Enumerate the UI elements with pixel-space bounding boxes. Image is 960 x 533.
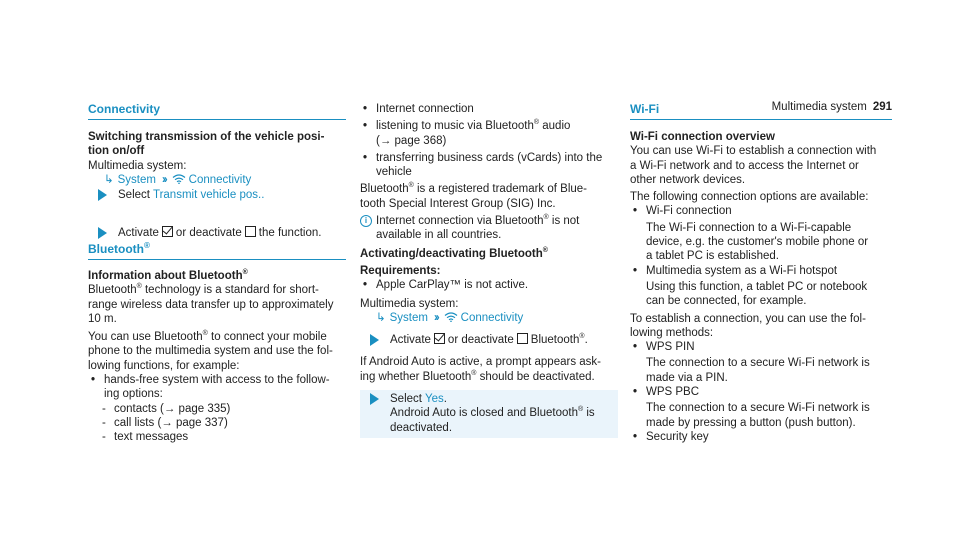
checkbox-checked-icon xyxy=(162,226,173,237)
bluetooth-info-heading: Information about Bluetooth® xyxy=(88,269,248,282)
hook-arrow-icon: ↳ xyxy=(104,173,114,186)
bluetooth-info-block: Information about Bluetooth® Bluetooth® technology is a standard for short- range wireless data transfer up to approximately 10 m. You can use Bluetooth® to connect your mobile phone to the multimedia system and use the fol- lowing functions, for example: • hands-free system with access to the follow- ing options: - contacts (→ page 335) - call lists (→ page 337) - text messages xyxy=(88,269,346,445)
step-arrow-icon xyxy=(98,189,107,201)
list-item: • Apple CarPlay™ is not active. xyxy=(360,278,618,292)
nav-system[interactable]: System xyxy=(389,311,428,324)
ms-label: Multimedia system: xyxy=(88,159,187,172)
nav-system[interactable]: System xyxy=(117,173,156,186)
list-item: • Internet connection xyxy=(360,102,618,116)
step-activate: Activate or deactivate the function. xyxy=(88,226,346,240)
bluetooth-functions-list xyxy=(360,102,618,438)
list-item: - contacts (→ page 335) xyxy=(88,402,346,416)
step-arrow-icon xyxy=(370,334,379,346)
list-item: • hands-free system with access to the follow- ing options: xyxy=(88,373,346,402)
list-item: - call lists (→ page 337) xyxy=(88,416,346,430)
page-number: 291 xyxy=(872,101,892,113)
list-item: • WPS PBC xyxy=(630,385,892,399)
list-item: - text messages xyxy=(88,430,346,444)
info-icon: i xyxy=(360,215,372,227)
list-item: • Security key xyxy=(630,430,892,444)
wifi-block: Wi-Fi connection overview You can use Wi-Fi to establish a connection with a Wi-Fi network and to access the Internet or other network devices. The following connection options are available: • Wi-Fi connection The Wi-Fi connection to a Wi-Fi-capable device, e.g. the customer's mobile phone or a tablet PC is established. • Multimedia system as a Wi-Fi hotspot Using this function, a tablet PC or notebook can be connected, for example. To establish a connection, you can use the fol- lowing methods: • WPS PIN The connection to a secure Wi-Fi network is made via a PIN. • WPS PBC The connection to a secure Wi-Fi network is made by pressing a button (push button). • Security key xyxy=(630,130,892,444)
checkbox-empty-icon xyxy=(245,226,256,237)
step-arrow-icon xyxy=(98,227,107,239)
checkbox-empty-icon xyxy=(517,333,528,344)
list-item: • listening to music via Bluetooth® audio (→ page 368) xyxy=(360,119,618,148)
section-title-wifi: Wi-Fi xyxy=(630,102,892,120)
ms-label: Multimedia system: xyxy=(360,297,459,310)
requirements-label: Requirements: xyxy=(360,264,441,277)
step-activate-bluetooth: Activate or deactivate Bluetooth®. xyxy=(360,333,618,347)
yes-link[interactable]: Yes xyxy=(424,393,444,406)
android-auto-text: If Android Auto is active, a prompt appears ask- ing whether Bluetooth® should be deactivated. xyxy=(360,356,601,383)
nav-connectivity[interactable]: Connectivity xyxy=(188,173,252,186)
list-item: • Wi-Fi connection xyxy=(630,204,892,218)
wifi-icon xyxy=(444,312,458,322)
section-title-bluetooth: Bluetooth® xyxy=(88,242,346,260)
step-arrow-icon xyxy=(370,393,379,405)
step-select-transmit: Select Transmit vehicle pos.. xyxy=(88,188,346,202)
hook-arrow-icon: ↳ xyxy=(376,311,386,324)
connectivity-subheading: Switching transmission of the vehicle posi- tion on/off xyxy=(88,131,325,158)
double-chevron-icon: ›› xyxy=(433,311,438,324)
wifi-overview-heading: Wi-Fi connection overview xyxy=(630,131,775,143)
column-left xyxy=(88,0,346,444)
list-item: • WPS PIN xyxy=(630,340,892,354)
info-note: i Internet connection via Bluetooth® is not available in all countries. xyxy=(360,214,618,243)
double-chevron-icon: ›› xyxy=(161,173,166,186)
activating-heading: Activating/deactivating Bluetooth® xyxy=(360,246,548,260)
nav-path xyxy=(360,311,618,325)
step-select-yes: Select Yes. Android Auto is closed and Bluetooth® is deactivated. xyxy=(360,390,618,438)
list-item: • Multimedia system as a Wi-Fi hotspot xyxy=(630,264,892,278)
trademark-text: Bluetooth® is a registered trademark of Blue- tooth Special Interest Group (SIG) Inc. xyxy=(360,182,588,210)
list-item: • transferring business cards (vCards) into the vehicle xyxy=(360,151,618,180)
connectivity-block xyxy=(88,130,346,187)
wifi-icon xyxy=(172,174,186,184)
transmit-vehicle-pos-link[interactable]: Transmit vehicle pos.. xyxy=(152,189,265,201)
header-title: Multimedia system xyxy=(771,101,867,113)
nav-path xyxy=(88,173,346,187)
checkbox-checked-icon xyxy=(434,333,445,344)
nav-connectivity[interactable]: Connectivity xyxy=(460,311,524,324)
section-title-connectivity: Connectivity xyxy=(88,102,346,120)
